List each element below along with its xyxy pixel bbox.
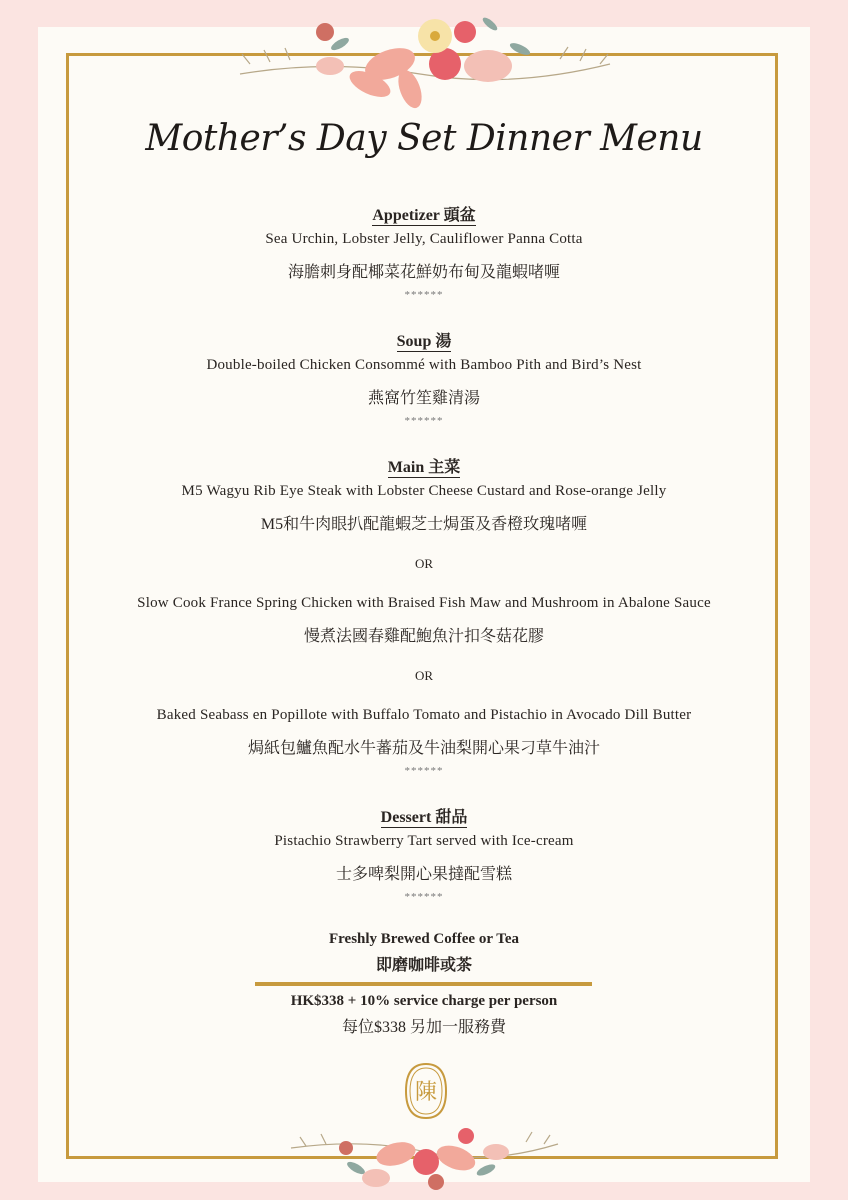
or-divider: OR — [414, 668, 434, 683]
restaurant-logo-icon — [404, 1062, 448, 1120]
floral-top-decoration — [220, 4, 628, 124]
separator: ****** — [404, 891, 444, 903]
main-option-3-chinese: 焗紙包鱸魚配水牛蕃茄及牛油梨開心果刁草牛油汁 — [247, 740, 600, 757]
appetizer-english: Sea Urchin, Lobster Jelly, Cauliflower Panna Cotta — [265, 231, 583, 247]
separator: ****** — [404, 289, 444, 301]
soup-heading: Soup 湯 — [396, 333, 452, 350]
main-heading: Main 主菜 — [387, 459, 461, 476]
or-divider: OR — [414, 556, 434, 571]
dessert-heading: Dessert 甜品 — [380, 809, 468, 826]
main-option-1-chinese: M5和牛肉眼扒配龍蝦芝士焗蛋及香橙玫瑰啫喱 — [260, 516, 588, 533]
soup-english: Double-boiled Chicken Consommé with Bamboo Pith and Bird’s Nest — [206, 357, 642, 373]
separator: ****** — [404, 765, 444, 777]
appetizer-chinese: 海膽刺身配椰菜花鮮奶布甸及龍蝦啫喱 — [287, 264, 560, 281]
separator: ****** — [404, 415, 444, 427]
beverage-chinese: 即磨咖啡或茶 — [375, 957, 472, 974]
main-option-2-english: Slow Cook France Spring Chicken with Braised Fish Maw and Mushroom in Abalone Sauce — [137, 595, 711, 611]
main-option-3-english: Baked Seabass en Popillote with Buffalo Tomato and Pistachio in Avocado Dill Butter — [156, 707, 692, 723]
main-option-1-english: M5 Wagyu Rib Eye Steak with Lobster Cheese Custard and Rose-orange Jelly — [181, 483, 667, 499]
soup-chinese: 燕窩竹笙雞清湯 — [367, 390, 480, 407]
price-chinese: 每位$338 另加一服務費 — [341, 1019, 506, 1036]
dessert-chinese: 士多啤梨開心果撻配雪糕 — [335, 866, 512, 883]
floral-bottom-decoration — [286, 1118, 562, 1196]
dessert-english: Pistachio Strawberry Tart served with Ice-cream — [274, 833, 574, 849]
price-english: HK$338 + 10% service charge per person — [290, 993, 558, 1009]
menu-title: Mother’s Day Set Dinner Menu — [145, 118, 703, 159]
beverage-english: Freshly Brewed Coffee or Tea — [329, 931, 519, 947]
main-option-2-chinese: 慢煮法國春雞配鮑魚汁扣冬菇花膠 — [303, 628, 544, 645]
logo-character: 陳 — [414, 1080, 438, 1105]
gold-divider — [255, 982, 592, 986]
appetizer-heading: Appetizer 頭盆 — [372, 207, 476, 224]
